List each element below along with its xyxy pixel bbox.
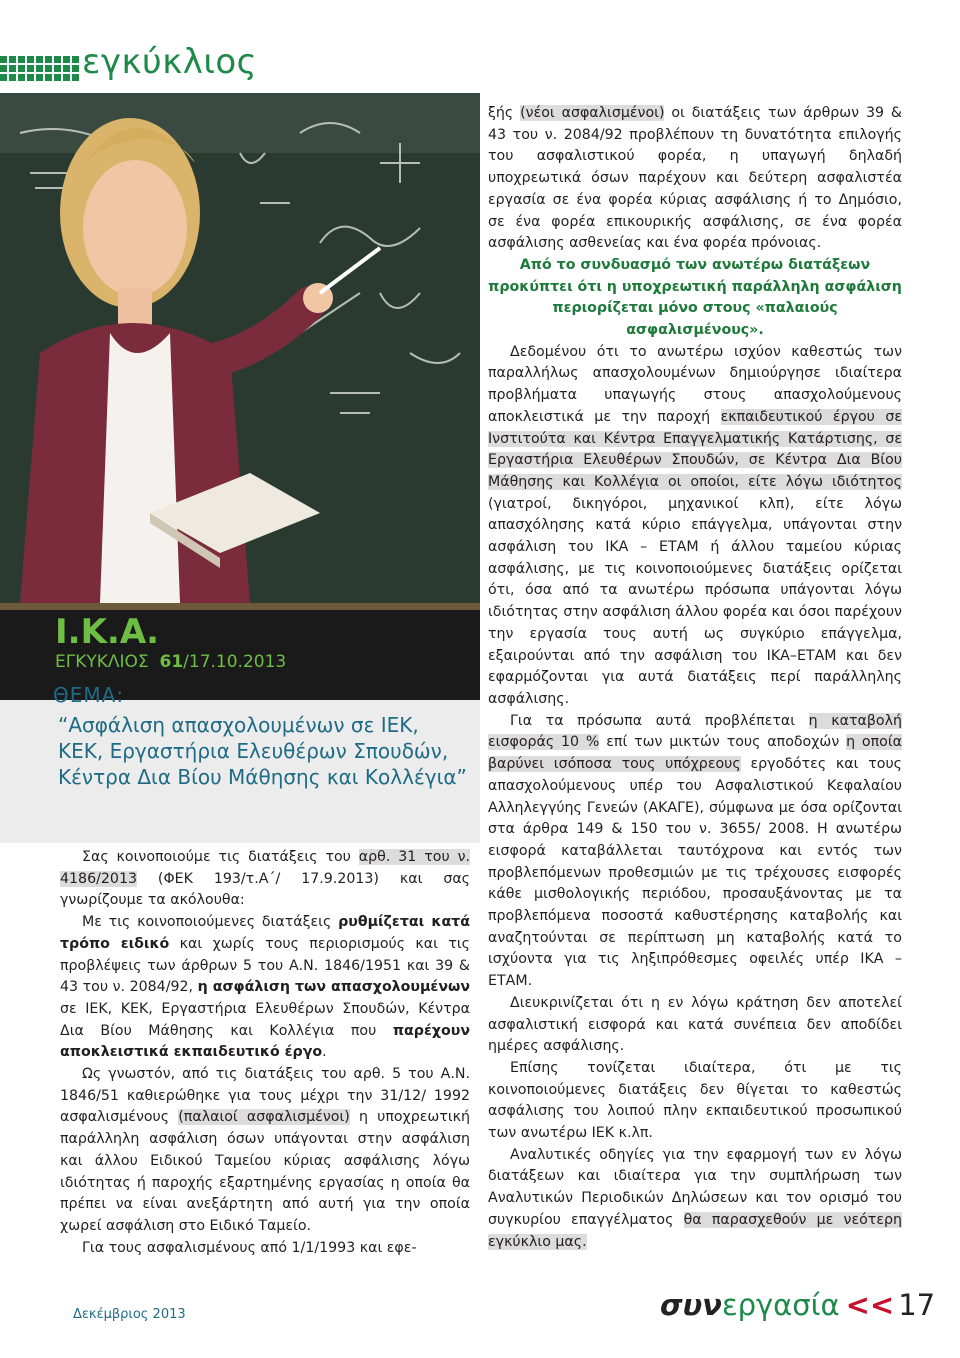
double-chevron-icon: <<: [845, 1288, 895, 1322]
paragraph: [60, 1064, 470, 1238]
left-column: [60, 847, 470, 1259]
paragraph: Επίσης τονίζεται ιδιαίτερα, ότι με τις κοινοποιούμενες διατάξεις δεν θίγεται το καθεστώς ασφάλισης του λοιπού πλην εκπαιδευτικού προσωπικού των ανωτέρω ΙΕΚ κ.λπ.: [488, 1059, 902, 1142]
paragraph: [488, 711, 902, 993]
text-span: Για τα πρόσωπα αυτά προβλέπεται: [510, 712, 809, 729]
theme-text: “Ασφάλιση απασχολουμένων σε ΙΕΚ, ΚΕΚ, Εργαστήρια Ελευθέρων Σπουδών, Κέντρα Δια Βίου Μάθησης και Κολλέγια”: [58, 713, 467, 789]
paragraph: [488, 342, 902, 711]
dot-grid-icon: [0, 56, 79, 81]
paragraph: [60, 912, 470, 1064]
theme-label: ΘΕΜΑ:: [53, 683, 125, 707]
text-span: επί των μικτών τους αποδοχών: [599, 734, 847, 751]
text-span: .: [322, 1044, 327, 1061]
circular-label: ΕΓΚΥΚΛΙΟΣ: [55, 652, 149, 672]
highlight: αρθ. 31 του ν. 4186/2013: [60, 849, 470, 887]
text-span: η υποχρεωτική παράλληλη ασφάλιση όσων υπάγονται στην ασφάλιση και άλλου Ειδικού Ταμείου κύριας ασφάλισης λόγω ιδιότητας ή παροχής εξαρτημένης εργασίας η οποία θα πρέπει να είναι ανεξάρτητη από αυτή για την οποία χωρεί ασφάλιση στο Ειδικό Ταμείο.: [60, 1109, 470, 1234]
highlight: (παλαιοί ασφαλισμένοι): [178, 1109, 350, 1126]
highlight: η οποία βαρύνει ισόποσα τους υπόχρεους: [488, 734, 902, 773]
text-span: (ΦΕΚ 193/τ.Α΄/ 17.9.2013) και σας γνωρίζουμε τα ακόλουθα:: [60, 870, 470, 909]
highlight: θα παρασχεθούν με νεότερη εγκύκλιο μας.: [488, 1211, 903, 1250]
text-span: οι διατάξεις των άρθρων 39 & 43 του ν. 2084/92 προβλέπουν τη δυνατότητα επιλογής του ασφαλιστικού φορέα, η υπαγωγή δηλαδή υποχρεωτικά όσων παρέχουν και δεύτερη ασφαλιστέα εργασία σε ένα φορέα κύριας ασφάλισης ή το Δημόσιο, σε ένα φορέα επικουρικής ασφάλισης, σε ένα φορέα ασφάλισης ασθενείας και ένα φορέα πρόνοιας.: [488, 105, 902, 252]
circular-reference: [55, 652, 286, 672]
bold-text: ρυθμίζεται κατά τρόπο ειδικό: [60, 914, 470, 952]
organization-name: Ι.Κ.Α.: [55, 612, 160, 652]
text-span: ξής: [488, 105, 521, 121]
text-span: και χωρίς τους περιορισμούς και τις προβλέψεις των άρθρων 5 του Α.Ν. 1846/1951 και 39 & 43 του ν. 2084/92,: [60, 935, 470, 996]
text-span: Αναλυτικές οδηγίες για την εφαρμογή των εν λόγω διατάξεων και ιδιαίτερα για την συμπλήρωση των Αναλυτικών Περιοδικών Δηλώσεων και τον ορισμό του συγκυρίου επαγγέλματος: [488, 1146, 902, 1228]
text-span: (γιατροί, δικηγόροι, μηχανικοί κλπ), είτε λόγω απασχόλησης κατά κύριο επάγγελμα, υπάγονται στην ασφάλιση του ΙΚΑ – ΕΤΑΜ ή άλλου ταμείου κύριας ασφάλισης, με τις κοινοποιούμενες διατάξεις ορίζεται ότι, όσα από τα ανωτέρω πρόσωπα υπάγονται λόγω ιδιότητας στην ασφάλιση άλλου φορέα και όσοι παρέχουν την εργασία τους αυτή ως συγκύριο επάγγελμα, εξαιρούνται από την ασφάλιση του ΙΚΑ–ΕΤΑΜ και δεν εφαρμόζονται για αυτά διατάξεις περί παράλληλης ασφάλισης.: [488, 495, 902, 707]
circular-number: 61: [159, 652, 184, 672]
right-column: [488, 103, 902, 1253]
text-span: εργοδότες και τους απασχολούμενους υπέρ του Ασφαλιστικού Κεφαλαίου Αλληλεγγύης Γενεών (ΑΚΑΓΕ), σύμφωνα με όσα ορίζονται στα άρθρα 149 & 150 του ν. 3655/ 2008. Η ανωτέρω εισφορά καταβάλλεται ταυτόχρονα και εντός των προβλεπόμενων προθεσμιών με τις τρέχουσες εισφορές κάθε μισθολογικής περιόδου, προσαυξάνοντας με τα προβλεπόμενα ποσοστά καθυστέρησης καταβολής και αναζητούνται σε περίπτωση μη καταβολής κατά το ισχύοντα για τις ληξιπρόθεσμες οφειλές υπέρ ΙΚΑ – ΕΤΑΜ.: [488, 756, 902, 990]
brand-ergasia: εργασία: [721, 1288, 840, 1322]
text-span: σε ΙΕΚ, ΚΕΚ, Εργαστήρια Ελευθέρων Σπουδών, Κέντρα Δια Βίου Μάθησης και Κολλέγια που: [60, 1000, 470, 1039]
bold-text: η ασφάλιση των απασχολουμένων: [197, 979, 470, 996]
paragraph: [488, 103, 902, 255]
emphasis-paragraph: Από το συνδυασμό των ανωτέρω διατάξεων προκύπτει ότι η υποχρεωτική παράλληλη ασφάλιση περιορίζεται μόνο στους «παλαιούς ασφαλισμένους».: [488, 256, 902, 339]
section-title: εγκύκλιος: [82, 42, 258, 82]
highlight: εκπαιδευτικού έργου σε Ινστιτούτα και Κέντρα Επαγγελματικής Κατάρτισης, σε Εργαστήρια Ελευθέρων Σπουδών, σε Κέντρα Δια Βίου Μάθησης και Κολλέγια οι οποίοι, είτε λόγω ιδιότητος: [488, 408, 902, 490]
bold-text: παρέχουν αποκλειστικά εκπαιδευτικό έργο: [60, 1022, 470, 1061]
paragraph: Για τους ασφαλισμένους από 1/1/1993 και εφε-: [82, 1239, 417, 1256]
magazine-brand: [660, 1288, 935, 1322]
text-span: Με τις κοινοποιούμενες διατάξεις: [82, 914, 339, 931]
footer-date: Δεκέμβριος 2013: [73, 1307, 186, 1322]
text-span: Δεδομένου ότι το ανωτέρω ισχύον καθεστώς των παραλλήλως απασχολουμένων δημιούργησε ιδιαίτερα προβλήματα υπαγωγής στους απασχολούμενους αποκλειστικά με την παροχή: [488, 343, 902, 425]
circular-date: /17.10.2013: [183, 652, 287, 672]
paragraph: [60, 847, 470, 912]
page-number: 17: [898, 1288, 936, 1322]
highlight: (νέοι ασφαλισμένοι): [520, 105, 665, 121]
teacher-photo: [0, 93, 480, 633]
text-span: Ως γνωστόν, από τις διατάξεις του αρθ. 5 του Α.Ν. 1846/51 καθιερώθηκε για τους μέχρι την 31/12/ 1992 ασφαλισμένους: [60, 1066, 470, 1126]
highlight: η καταβολή εισφοράς 10 %: [488, 712, 902, 751]
section-header: [0, 38, 480, 90]
paragraph: Διευκρινίζεται ότι η εν λόγω κράτηση δεν αποτελεί ασφαλιστική εισφορά και κατά συνέπεια δεν αποδίδει ημέρες ασφάλισης.: [488, 994, 902, 1055]
text-span: Σας κοινοποιούμε τις διατάξεις του: [82, 849, 359, 865]
paragraph: [488, 1145, 902, 1254]
brand-syn: συν: [660, 1288, 722, 1322]
